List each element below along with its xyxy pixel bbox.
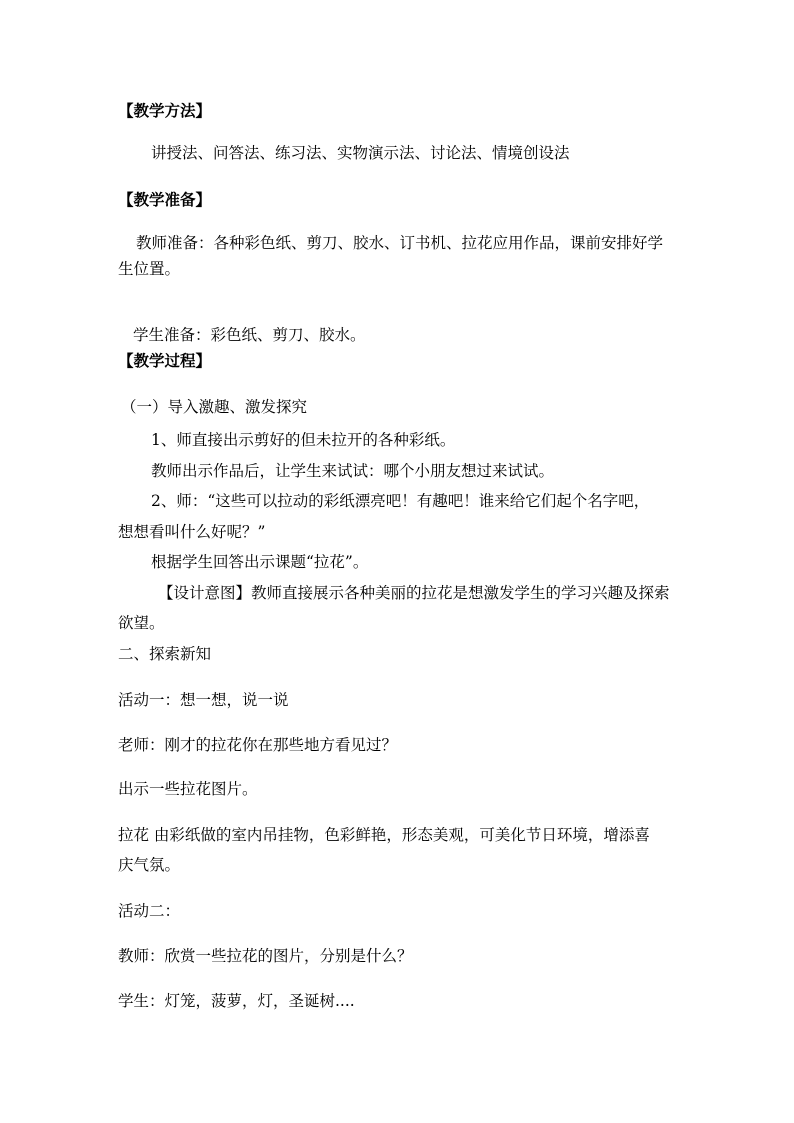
design-intent-line2: 欲望。 [118,614,165,632]
methods-text: 讲授法、问答法、练习法、实物演示法、讨论法、情境创设法 [151,144,570,162]
lahua-definition-line1: 拉花 由彩纸做的室内吊挂物，色彩鲜艳，形态美观，可美化节日环境，增添喜 [118,826,650,844]
paragraph-3-line1: 2、师：“这些可以拉动的彩纸漂亮吧！有趣吧！谁来给它们起个名字吧， [151,492,650,510]
process-heading: 【教学过程】 [118,351,212,370]
paragraph-1: 1、师直接出示剪好的但未拉开的各种彩纸。 [151,431,456,449]
paragraph-4: 根据学生回答出示课题“拉花”。 [151,553,369,571]
part2-title: 二、探索新知 [118,645,212,663]
show-pictures: 出示一些拉花图片。 [118,780,258,798]
student-prep: 学生准备：彩色纸、剪刀、胶水。 [133,326,366,344]
methods-heading: 【教学方法】 [118,101,212,120]
activity2-title: 活动二： [118,902,181,920]
lahua-definition-line2: 庆气氛。 [118,856,181,874]
teacher-prep-line2: 生位置。 [118,260,181,278]
student-answer-2: 学生：灯笼，菠萝，灯，圣诞树.... [118,992,355,1010]
teacher-question-1: 老师：刚才的拉花你在那些地方看见过？ [118,736,398,754]
part1-title: （一）导入激趣、激发探究 [121,398,308,416]
teacher-prep-line1: 教师准备：各种彩色纸、剪刀、胶水、订书机、拉花应用作品，课前安排好学 [136,234,664,252]
paragraph-3-line2: 想想看叫什么好呢？” [118,523,266,541]
design-intent-line1: 【设计意图】教师直接展示各种美丽的拉花是想激发学生的学习兴趣及探索 [158,584,670,602]
prep-heading: 【教学准备】 [118,190,212,209]
activity1-title: 活动一：想一想，说一说 [118,691,289,709]
teacher-question-2: 教师：欣赏一些拉花的图片，分别是什么？ [118,947,413,965]
paragraph-2: 教师出示作品后，让学生来试试：哪个小朋友想过来试试。 [151,462,555,480]
